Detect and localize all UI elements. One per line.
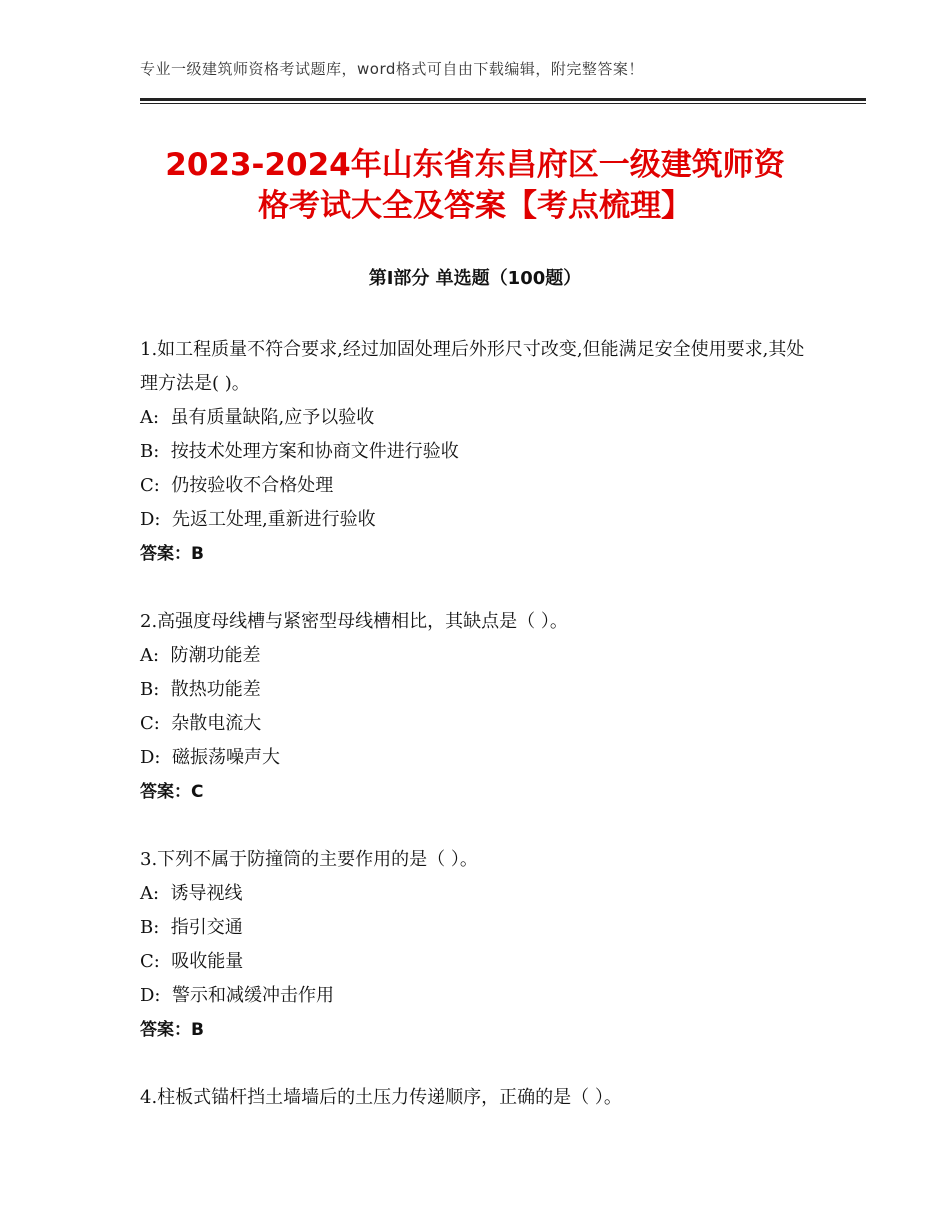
question-1 [140, 333, 820, 571]
answer: 答案：C [140, 782, 204, 802]
question-stem: 3.下列不属于防撞筒的主要作用的是（ ）。 [140, 849, 478, 870]
question-stem: 4.柱板式锚杆挡土墙墙后的土压力传递顺序，正确的是（ ）。 [140, 1087, 622, 1108]
option-c: C: 仍按验收不合格处理 [140, 475, 334, 496]
answer: 答案：B [140, 544, 204, 564]
option-b: B: 散热功能差 [140, 679, 261, 700]
section-heading: 第Ⅰ部分 单选题（100题） [368, 268, 582, 289]
option-d: D: 先返工处理,重新进行验收 [140, 509, 376, 530]
option-c: C: 吸收能量 [140, 951, 244, 972]
question-4 [140, 1081, 820, 1115]
answer: 答案：B [140, 1020, 204, 1040]
option-d: D: 警示和减缓冲击作用 [140, 985, 334, 1006]
option-a: A: 诱导视线 [140, 883, 243, 904]
question-stem: 1.如工程质量不符合要求,经过加固处理后外形尺寸改变,但能满足安全使用要求,其处理方法是( )。 [140, 339, 805, 394]
option-a: A: 虽有质量缺陷,应予以验收 [140, 407, 375, 428]
header-rule-thick [140, 98, 866, 101]
question-list [140, 333, 820, 1149]
header-rule-thin [140, 103, 866, 104]
option-b: B: 指引交通 [140, 917, 243, 938]
document-title [110, 145, 840, 227]
question-stem: 2.高强度母线槽与紧密型母线槽相比，其缺点是（ ）。 [140, 611, 568, 632]
title-line-1: 2023-2024年山东省东昌府区一级建筑师资 [165, 147, 785, 183]
header-note: 专业一级建筑师资格考试题库，word格式可自由下载编辑，附完整答案！ [140, 60, 644, 78]
option-c: C: 杂散电流大 [140, 713, 262, 734]
option-b: B: 按技术处理方案和协商文件进行验收 [140, 441, 459, 462]
option-a: A: 防潮功能差 [140, 645, 261, 666]
question-3 [140, 843, 820, 1047]
question-2 [140, 605, 820, 809]
option-d: D: 磁振荡噪声大 [140, 747, 280, 768]
title-line-2: 格考试大全及答案【考点梳理】 [258, 188, 692, 224]
